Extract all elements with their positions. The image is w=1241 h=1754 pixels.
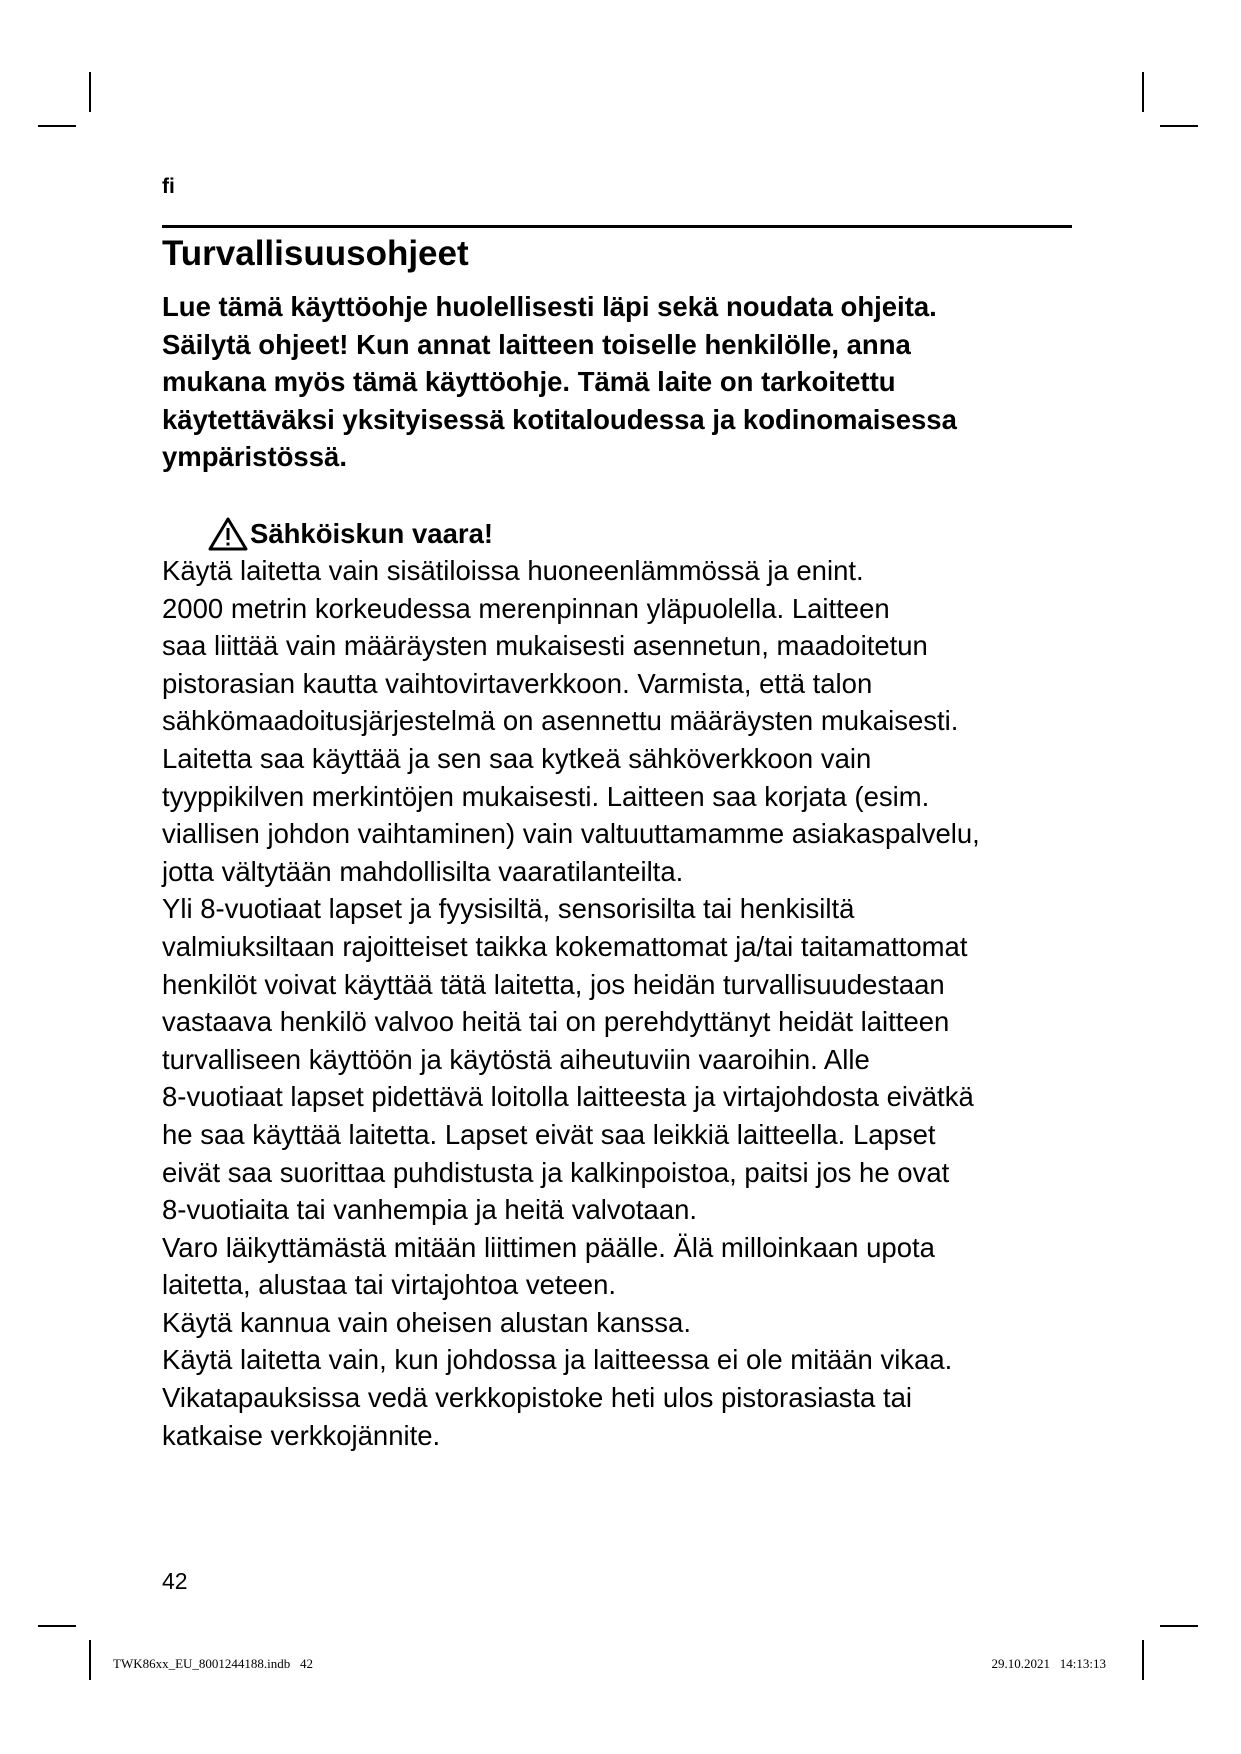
body-line: valmiuksiltaan rajoitteiset taikka kokemattomat ja/tai taitamattomat	[162, 930, 968, 962]
print-timestamp: 29.10.2021 14:13:13	[991, 1656, 1106, 1671]
body-line: 8-vuotiaita tai vanhempia ja heitä valvotaan.	[162, 1194, 698, 1226]
crop-mark-top-right-horizontal	[1160, 125, 1198, 127]
body-line: viallisen johdon vaihtaminen) vain valtuuttamamme asiakaspalvelu,	[162, 818, 980, 850]
body-line: saa liittää vain määräysten mukaisesti asennetun, maadoitetun	[162, 630, 928, 662]
intro-line: ympäristössä.	[162, 441, 347, 473]
body-line: henkilöt voivat käyttää tätä laitetta, jos heidän turvallisuudestaan	[162, 968, 945, 1000]
body-line: Käytä laitetta vain, kun johdossa ja laitteessa ei ole mitään vikaa.	[162, 1344, 953, 1376]
body-line: Yli 8-vuotiaat lapset ja fyysisiltä, sensorisilta tai henkisiltä	[162, 893, 855, 925]
warning-heading	[208, 515, 493, 553]
crop-mark-top-left-horizontal	[38, 125, 76, 127]
safety-body-text	[162, 552, 1092, 1454]
crop-mark-bottom-right-vertical	[1142, 1640, 1144, 1680]
crop-mark-bottom-left-horizontal	[38, 1625, 76, 1627]
crop-mark-top-right-vertical	[1142, 72, 1144, 112]
file-slug: TWK86xx_EU_8001244188.indb 42	[113, 1656, 314, 1671]
language-code: fi	[162, 175, 175, 198]
body-line: jotta vältytään mahdollisilta vaaratilanteilta.	[162, 855, 684, 887]
body-line: Vikatapauksissa vedä verkkopistoke heti ulos pistorasiasta tai	[162, 1382, 913, 1414]
intro-line: käytettäväksi yksityisessä kotitaloudessa ja kodinomaisessa	[162, 403, 957, 435]
intro-paragraph	[162, 288, 1092, 476]
header-rule	[162, 225, 1072, 228]
body-line: laitetta, alustaa tai virtajohtoa veteen.	[162, 1269, 617, 1301]
body-line: sähkömaadoitusjärjestelmä on asennettu määräysten mukaisesti.	[162, 705, 959, 737]
warning-label: Sähköiskun vaara!	[250, 518, 494, 549]
body-line: 8-vuotiaat lapset pidettävä loitolla laitteesta ja virtajohdosta eivätkä	[162, 1081, 974, 1113]
body-line: katkaise verkkojännite.	[162, 1419, 441, 1451]
body-line: eivät saa suorittaa puhdistusta ja kalkinpoistoa, paitsi jos he ovat	[162, 1156, 950, 1188]
body-line: he saa käyttää laitetta. Lapset eivät saa leikkiä laitteella. Lapset	[162, 1118, 936, 1150]
crop-mark-bottom-left-vertical	[89, 1640, 91, 1680]
body-line: Varo läikyttämästä mitään liittimen päälle. Älä milloinkaan upota	[162, 1231, 935, 1263]
crop-mark-top-left-vertical	[89, 72, 91, 112]
warning-triangle-icon	[208, 517, 248, 551]
body-line: pistorasian kautta vaihtovirtaverkkoon. Varmista, että talon	[162, 667, 873, 699]
page-number: 42	[162, 1568, 188, 1594]
intro-line: mukana myös tämä käyttöohje. Tämä laite on tarkoitettu	[162, 366, 896, 398]
intro-line: Säilytä ohjeet! Kun annat laitteen toiselle henkilölle, anna	[162, 328, 911, 360]
intro-line: Lue tämä käyttöohje huolellisesti läpi sekä noudata ohjeita.	[162, 291, 937, 322]
body-line: vastaava henkilö valvoo heitä tai on perehdyttänyt heidät laitteen	[162, 1006, 950, 1038]
body-line: tyyppikilven merkintöjen mukaisesti. Laitteen saa korjata (esim.	[162, 780, 930, 812]
body-line: turvalliseen käyttöön ja käytöstä aiheutuviin vaaroihin. Alle	[162, 1043, 870, 1075]
body-line: Käytä kannua vain oheisen alustan kanssa.	[162, 1306, 691, 1338]
page-title: Turvallisuusohjeet	[162, 234, 469, 273]
body-line: Laitetta saa käyttää ja sen saa kytkeä sähköverkkoon vain	[162, 742, 872, 774]
body-line: Käytä laitetta vain sisätiloissa huoneenlämmössä ja enint.	[162, 555, 864, 586]
body-line: 2000 metrin korkeudessa merenpinnan yläpuolella. Laitteen	[162, 592, 890, 624]
crop-mark-bottom-right-horizontal	[1160, 1625, 1198, 1627]
